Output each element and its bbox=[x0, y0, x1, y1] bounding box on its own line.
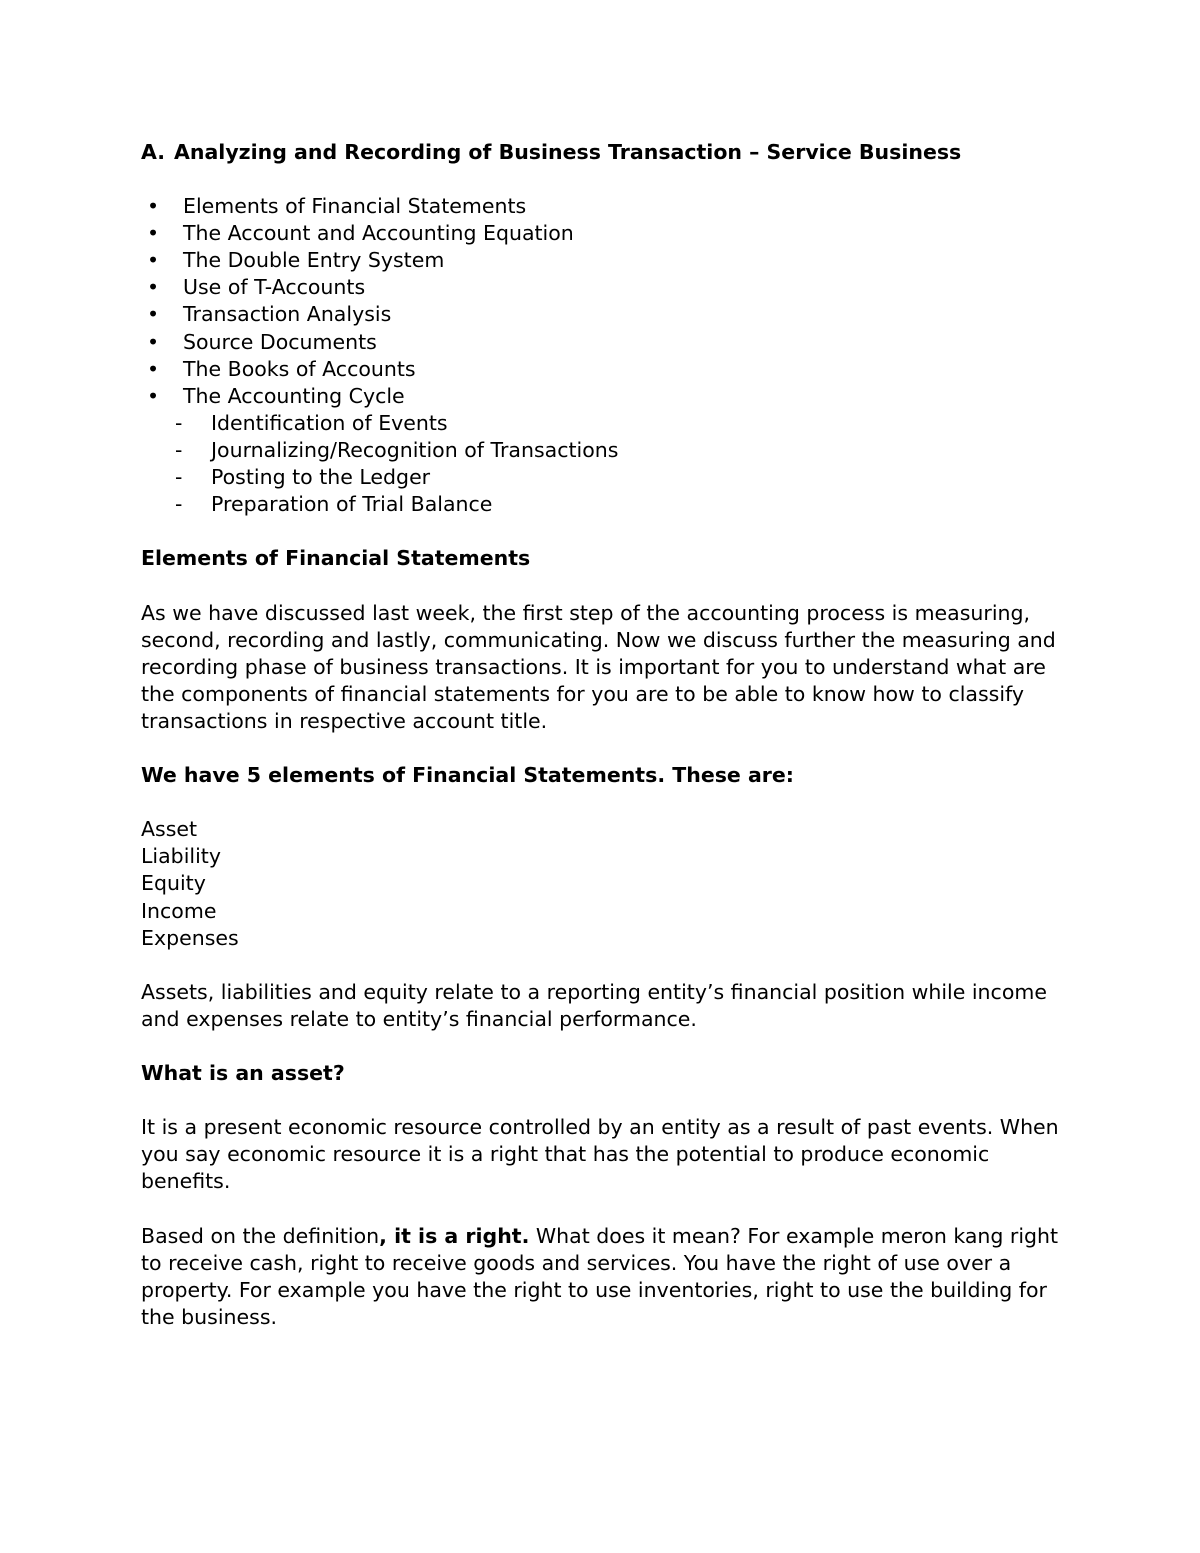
list-item: Asset bbox=[141, 817, 198, 842]
list-item: • The Account and Accounting Equation bbox=[141, 220, 1061, 247]
sub-list-item: - Posting to the Ledger bbox=[141, 464, 1061, 491]
sub-list-item: - Journalizing/Recognition of Transactions bbox=[141, 437, 1061, 464]
spacer bbox=[141, 1087, 1061, 1114]
spacer bbox=[141, 952, 1061, 979]
asset-definition: It is a present economic resource controlled by an entity as a result of past events. When you say economic resource it is a right that has the potential to produce economic benefits. bbox=[141, 1115, 1059, 1194]
bullet-icon: • bbox=[147, 221, 160, 246]
heading-text: Analyzing and Recording of Business Transaction – Service Business bbox=[174, 140, 962, 164]
list-item: Expenses bbox=[141, 925, 239, 950]
relation-paragraph: Assets, liabilities and equity relate to a reporting entity’s financial position while income and expenses relate to entity’s financial performance. bbox=[141, 979, 1047, 1031]
document-page bbox=[141, 139, 1061, 1331]
list-item: • The Double Entry System bbox=[141, 247, 1061, 274]
bullet-icon: • bbox=[147, 383, 160, 408]
list-item: • Source Documents bbox=[141, 329, 1061, 356]
heading-letter: A. bbox=[141, 140, 166, 164]
spacer bbox=[141, 572, 1061, 599]
accounting-cycle-steps bbox=[141, 410, 1061, 518]
intro-paragraph: As we have discussed last week, the first step of the accounting process is measuring, second, recording and lastly, communicating. Now we discuss further the measuring and recording phase of business transactions. It is important for you to understand what are the components of financial statements for you are to be able to know how to classify transactions in respective account title. bbox=[141, 600, 1056, 733]
spacer bbox=[141, 1033, 1061, 1060]
elements-intro: We have 5 elements of Financial Statements. These are: bbox=[141, 763, 795, 788]
emphasis-text: , it is a right. bbox=[379, 1223, 530, 1248]
bullet-icon: • bbox=[147, 329, 160, 354]
list-item: Liability bbox=[141, 844, 221, 869]
sub-list-item: - Preparation of Trial Balance bbox=[141, 491, 1061, 518]
spacer bbox=[141, 789, 1061, 816]
dash-icon: - bbox=[175, 410, 183, 435]
bullet-icon: • bbox=[147, 248, 160, 273]
right-paragraph: Based on the definition, it is a right. What does it mean? For example meron kang right to receive cash, right to receive goods and services. You have the right of use over a property. For example you have the right to use inventories, right to use the building for the business. bbox=[141, 1223, 1059, 1329]
dash-icon: - bbox=[175, 492, 183, 517]
list-item: • Transaction Analysis bbox=[141, 301, 1061, 328]
spacer bbox=[141, 735, 1061, 762]
bullet-icon: • bbox=[147, 194, 160, 219]
list-item: Income bbox=[141, 898, 217, 923]
list-item: • Use of T-Accounts bbox=[141, 274, 1061, 301]
spacer bbox=[141, 1196, 1061, 1223]
sub-list-item: - Identification of Events bbox=[141, 410, 1061, 437]
main-heading bbox=[141, 139, 1061, 166]
list-item: • The Accounting Cycle bbox=[141, 383, 1061, 410]
topic-list bbox=[141, 193, 1061, 410]
bullet-icon: • bbox=[147, 356, 160, 381]
list-item: • The Books of Accounts bbox=[141, 356, 1061, 383]
spacer bbox=[141, 518, 1061, 545]
list-item: Equity bbox=[141, 871, 206, 896]
list-item: • Elements of Financial Statements bbox=[141, 193, 1061, 220]
section-title: Elements of Financial Statements bbox=[141, 546, 531, 571]
bullet-icon: • bbox=[147, 275, 160, 300]
dash-icon: - bbox=[175, 437, 183, 462]
elements-list bbox=[141, 816, 1061, 951]
dash-icon: - bbox=[175, 465, 183, 490]
bullet-icon: • bbox=[147, 302, 160, 327]
asset-question: What is an asset? bbox=[141, 1061, 345, 1086]
